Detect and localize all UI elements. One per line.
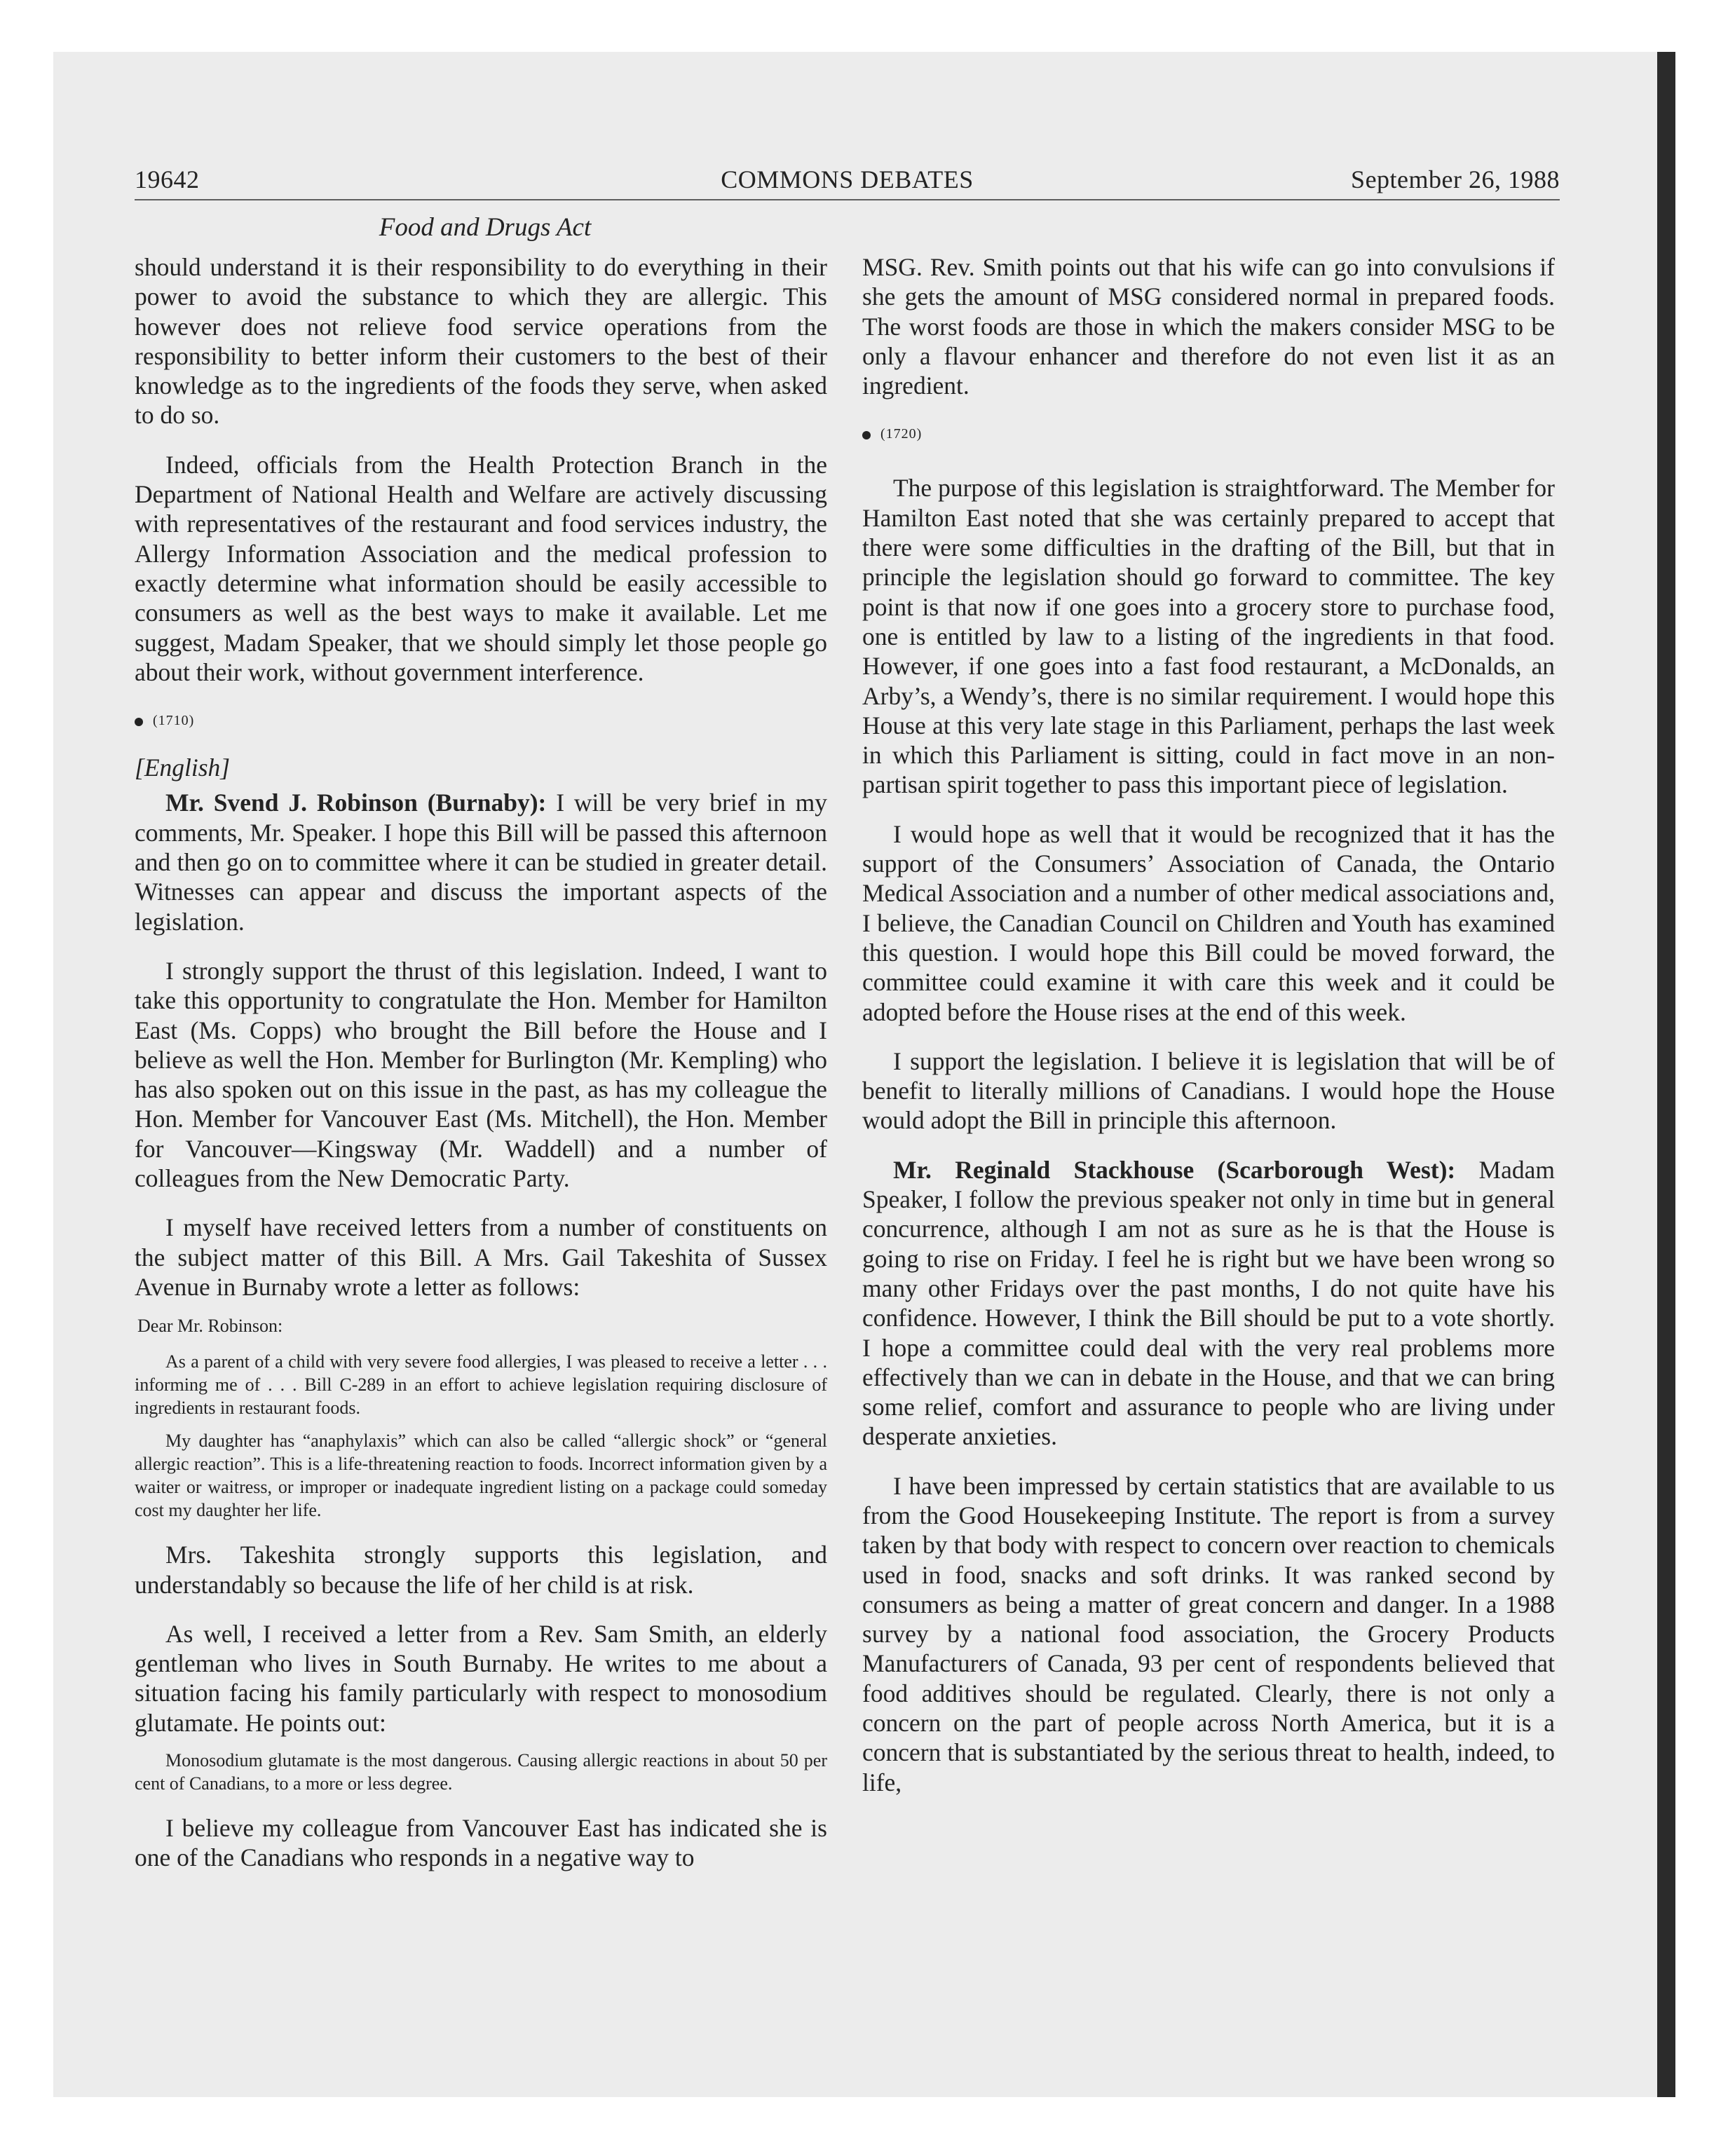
speech-text: Madam Speaker, I follow the previous speaker not only in time but in general concurrence, although I am not as sure as he is that the House is going to rise on Friday. I feel he is right but we have been wrong so many other Fridays over the past months, I do not quite have his confidence. However, I think the Bill should be put to a vote shortly. I hope a committee could deal with the very real problems more effectively than we can in debate in the House, and that we can bring some relief, comfort and assurance to people who are living under desperate anxieties. xyxy=(862,1155,1555,1451)
language-tag: [English] xyxy=(135,753,231,782)
letter-quote: My daughter has “anaphylaxis” which can also be called “allergic shock” or “general allergic reaction”. This is a life-threatening reaction to foods. Incorrect information given by a waiter or waitress, or improper or inadequate ingredient listing on a package could someday cost my daughter her life. xyxy=(135,1431,827,1521)
left-column xyxy=(135,252,827,1892)
paragraph: The purpose of this legislation is straightforward. The Member for Hamilton East noted that she was certainly prepared to accept that there were some difficulties in the drafting of the Bill, but that in principle the legislation should go forward to committee. The key point is that now if one goes into a grocery store to purchase food, one is entitled by law to a listing of the ingredients in that food. However, if one goes into a fast food restaurant, a McDonalds, an Arby’s, a Wendy’s, there is no similar requirement. I would hope this House at this very late stage in this Parliament, perhaps the last week in which this Parliament is sitting, could in fact move in an non-partisan spirit together to pass this important piece of legislation. xyxy=(862,474,1555,799)
paragraph: I would hope as well that it would be recognized that it has the support of the Consumers’ Association of Canada, the Ontario Medical Association and a number of other medical associations and, I believe, the Canadian Council on Children and Youth has examined this question. I would hope this Bill could be moved forward, the committee could examine it with care this week and it could be adopted before the House rises at the end of this week. xyxy=(862,819,1555,1026)
time-marker xyxy=(135,707,827,735)
publication-title: COMMONS DEBATES xyxy=(721,165,974,193)
paragraph: I believe my colleague from Vancouver East has indicated she is one of the Canadians who responds in a negative way to xyxy=(135,1813,827,1872)
section-subheading: Food and Drugs Act xyxy=(379,213,592,242)
letter-salutation: Dear Mr. Robinson: xyxy=(137,1316,283,1337)
letter-quote: As a parent of a child with very severe food allergies, I was pleased to receive a letter . . . informing me of . . . Bill C-289 in an effort to achieve legislation requiring disclosure of ingredients in restaurant foods. xyxy=(135,1351,827,1419)
speech-text: I will be very brief in my comments, Mr. Speaker. I hope this Bill will be passed this afternoon and then go on to committee where it can be studied in greater detail. Witnesses can appear and discuss the important aspects of the legislation. xyxy=(135,789,827,936)
speaker-name: Mr. Reginald Stackhouse (Scarborough West): xyxy=(893,1155,1456,1184)
page-date: September 26, 1988 xyxy=(1351,165,1560,193)
paragraph: As well, I received a letter from a Rev. Sam Smith, an elderly gentleman who lives in South Burnaby. He writes to me about a situation facing his family particularly with respect to monosodium glutamate. He points out: xyxy=(135,1619,827,1737)
bullet-dot-icon xyxy=(862,431,871,439)
speech-paragraph xyxy=(862,1155,1555,1452)
binding-edge xyxy=(1657,52,1675,2097)
speaker-name: Mr. Svend J. Robinson (Burnaby): xyxy=(165,789,547,817)
time-marker-label: (1720) xyxy=(880,426,923,442)
paragraph: I strongly support the thrust of this legislation. Indeed, I want to take this opportunity to congratulate the Hon. Member for Hamilton East (Ms. Copps) who brought the Bill before the House and I believe as well the Hon. Member for Burlington (Mr. Kempling) who has also spoken out on this issue in the past, as has my colleague the Hon. Member for Vancouver East (Ms. Mitchell), the Hon. Member for Vancouver—Kingsway (Mr. Waddell) and a number of colleagues from the New Democratic Party. xyxy=(135,956,827,1193)
paragraph: I myself have received letters from a number of constituents on the subject matter of this Bill. A Mrs. Gail Takeshita of Sussex Avenue in Burnaby wrote a letter as follows: xyxy=(135,1213,827,1301)
paragraph: Indeed, officials from the Health Protection Branch in the Department of National Health and Welfare are actively discussing with representatives of the restaurant and food services industry, the Allergy Information Association and the medical profession to exactly determine what information should be easily accessible to consumers as well as the best ways to make it available. Let me suggest, Madam Speaker, that we should simply let those people go about their work, without government interference. xyxy=(135,450,827,686)
letter-quote: Monosodium glutamate is the most dangerous. Causing allergic reactions in about 50 per cent of Canadians, to a more or less degree. xyxy=(135,1749,827,1794)
page-number: 19642 xyxy=(135,165,200,193)
paragraph: MSG. Rev. Smith points out that his wife can go into convulsions if she gets the amount of MSG considered normal in prepared foods. The worst foods are those in which the makers consider MSG to be only a flavour enhancer and therefore do not even list it as an ingredient. xyxy=(862,253,1555,400)
right-column xyxy=(862,252,1555,1817)
paragraph: should understand it is their responsibility to do everything in their power to avoid the substance to which they are allergic. This however does not relieve food service operations from the responsibility to better inform their customers to the best of their knowledge as to the ingredients of the foods they serve, when asked to do so. xyxy=(135,253,827,430)
time-marker xyxy=(862,420,1555,448)
bullet-dot-icon xyxy=(135,718,143,726)
paragraph: Mrs. Takeshita strongly supports this legislation, and understandably so because the life of her child is at risk. xyxy=(135,1541,827,1599)
speech-paragraph xyxy=(135,788,827,936)
time-marker-label: (1710) xyxy=(153,713,195,729)
paragraph: I support the legislation. I believe it is legislation that will be of benefit to literally millions of Canadians. I would hope the House would adopt the Bill in principle this afternoon. xyxy=(862,1046,1555,1135)
header-rule xyxy=(135,199,1560,200)
paragraph: I have been impressed by certain statistics that are available to us from the Good Housekeeping Institute. The report is from a survey taken by that body with respect to concern over reaction to chemicals used in food, snacks and soft drinks. It was ranked second by consumers as being a matter of great concern and danger. In a 1988 survey by a national food association, the Grocery Products Manufacturers of Canada, 93 per cent of respondents believed that food additives should be regulated. Clearly, there is not only a concern on the part of people across North America, but it is a concern that is substantiated by the serious threat to health, indeed, to life, xyxy=(862,1471,1555,1796)
